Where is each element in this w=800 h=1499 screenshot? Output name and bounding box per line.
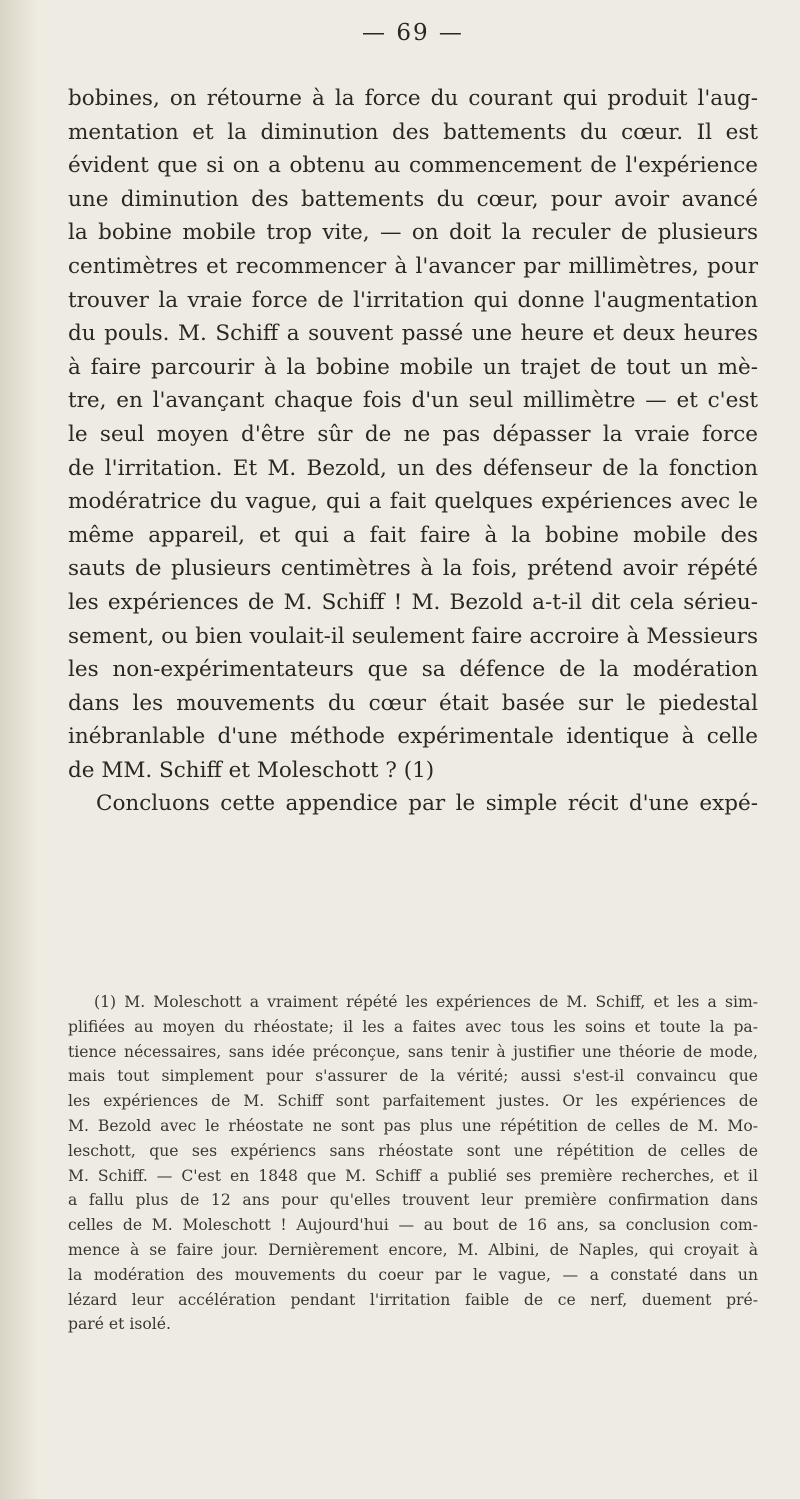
page-number: — 69 — — [362, 20, 464, 46]
footnote-line: tience nécessaires, sans idée préconçue, sans tenir à justifier une théorie de mode, — [68, 1042, 758, 1061]
body-line: de l'irritation. Et M. Bezold, un des défenseur de la fonction — [68, 455, 758, 481]
footnote-line: plifiées au moyen du rhéostate; il les a faites avec tous les soins et toute la pa- — [68, 1017, 758, 1036]
body-line: à faire parcourir à la bobine mobile un trajet de tout un mè- — [68, 354, 758, 380]
body-line: sement, ou bien voulait-il seulement faire accroire à Messieurs — [68, 623, 758, 649]
body-line: mentation et la diminution des battements du cœur. Il est — [68, 119, 758, 145]
footnote-line: (1) M. Moleschott a vraiment répété les expériences de M. Schiff, et les a sim- — [94, 993, 758, 1011]
body-line: Concluons cette appendice par le simple récit d'une expé- — [96, 791, 758, 817]
body-line: inébranlable d'une méthode expérimentale identique à celle — [68, 724, 758, 750]
body-line: de MM. Schiff et Moleschott ? (1) — [68, 757, 435, 783]
body-line: centimètres et recommencer à l'avancer par millimètres, pour — [68, 253, 758, 279]
body-line: même appareil, et qui a fait faire à la bobine mobile des — [68, 522, 758, 548]
body-line: dans les mouvements du cœur était basée sur le piedestal — [68, 690, 758, 716]
footnote-line: la modération des mouvements du coeur par le vague, — a constaté dans un — [68, 1265, 758, 1284]
page-shadow — [0, 0, 38, 1499]
body-line: le seul moyen d'être sûr de ne pas dépasser la vraie force — [68, 421, 758, 447]
footnote-line: lézard leur accélération pendant l'irritation faible de ce nerf, duement pré- — [68, 1290, 758, 1309]
footnote-line: les expériences de M. Schiff sont parfaitement justes. Or les expériences de — [68, 1092, 758, 1111]
footnote-line: M. Bezold avec le rhéostate ne sont pas plus une répétition de celles de M. Mo- — [68, 1116, 758, 1135]
footnote-line: M. Schiff. — C'est en 1848 que M. Schiff a publié ses première recherches, et il — [68, 1166, 758, 1185]
body-line: modératrice du vague, qui a fait quelques expériences avec le — [68, 489, 758, 515]
footnote-line: mence à se faire jour. Dernièrement encore, M. Albini, de Naples, qui croyait à — [68, 1240, 758, 1259]
footnote-line: mais tout simplement pour s'assurer de la vérité; aussi s'est-il convaincu que — [68, 1067, 758, 1086]
body-line: sauts de plusieurs centimètres à la fois, prétend avoir répété — [68, 556, 758, 582]
body-text — [68, 82, 758, 821]
footnote-line: leschott, que ses expériencs sans rhéostate sont une répétition de celles de — [68, 1141, 758, 1160]
body-line: évident que si on a obtenu au commencement de l'expérience — [68, 153, 758, 179]
footnote-line: paré et isolé. — [68, 1315, 171, 1334]
body-line: trouver la vraie force de l'irritation qui donne l'augmentation — [68, 287, 758, 313]
body-line: du pouls. M. Schiff a souvent passé une heure et deux heures — [68, 321, 758, 347]
footnote-line: a fallu plus de 12 ans pour qu'elles trouvent leur première confirmation dans — [68, 1191, 758, 1210]
body-line: tre, en l'avançant chaque fois d'un seul millimètre — et c'est — [68, 388, 758, 414]
body-line: les expériences de M. Schiff ! M. Bezold a-t-il dit cela sérieu- — [68, 589, 758, 615]
body-line: bobines, on rétourne à la force du courant qui produit l'aug- — [68, 86, 758, 111]
body-line: la bobine mobile trop vite, — on doit la reculer de plusieurs — [68, 220, 758, 246]
body-line: les non-expérimentateurs que sa défence de la modération — [68, 657, 758, 683]
footnote-line: celles de M. Moleschott ! Aujourd'hui — au bout de 16 ans, sa conclusion com- — [68, 1216, 758, 1235]
body-line: une diminution des battements du cœur, pour avoir avancé — [68, 186, 758, 212]
footnote — [68, 990, 758, 1337]
